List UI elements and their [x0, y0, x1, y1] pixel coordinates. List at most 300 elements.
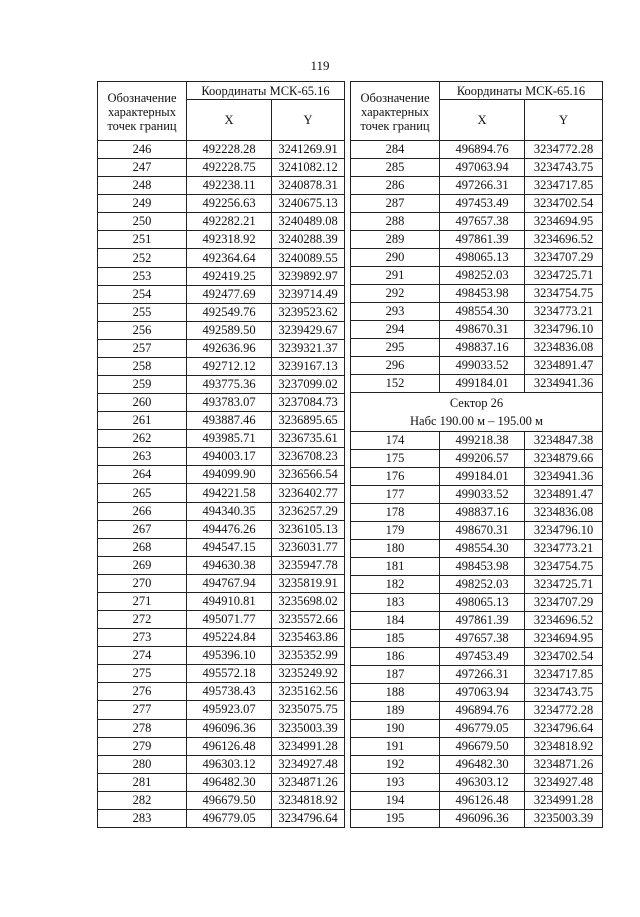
y-coordinate-cell: 3235352.99 — [272, 647, 345, 665]
y-coordinate-cell: 3237099.02 — [272, 376, 345, 394]
y-coordinate-cell: 3234818.92 — [525, 738, 603, 756]
point-id-cell: 182 — [351, 576, 440, 594]
point-id-cell: 268 — [98, 538, 187, 556]
x-coordinate-cell: 496679.50 — [440, 738, 525, 756]
table-row — [351, 213, 603, 231]
y-coordinate-cell: 3235003.39 — [272, 719, 345, 737]
table-row — [98, 303, 345, 321]
y-coordinate-cell: 3234796.10 — [525, 321, 603, 339]
table-row — [351, 612, 603, 630]
table-row — [98, 629, 345, 647]
table-row — [351, 504, 603, 522]
y-coordinate-cell: 3237084.73 — [272, 394, 345, 412]
table-row — [98, 484, 345, 502]
x-coordinate-cell: 494767.94 — [187, 574, 272, 592]
x-coordinate-cell: 497266.31 — [440, 666, 525, 684]
x-coordinate-cell: 494547.15 — [187, 538, 272, 556]
y-coordinate-cell: 3236257.29 — [272, 502, 345, 520]
y-coordinate-cell: 3234871.26 — [525, 756, 603, 774]
point-id-cell: 282 — [98, 791, 187, 809]
x-coordinate-cell: 495738.43 — [187, 683, 272, 701]
y-coordinate-cell: 3234702.54 — [525, 195, 603, 213]
right-table-body-top — [351, 141, 603, 393]
point-id-cell: 152 — [351, 375, 440, 393]
table-row — [351, 285, 603, 303]
point-id-cell: 281 — [98, 773, 187, 791]
table-row — [98, 683, 345, 701]
point-id-cell: 279 — [98, 737, 187, 755]
point-id-cell: 189 — [351, 702, 440, 720]
table-row — [351, 450, 603, 468]
x-coordinate-cell: 496779.05 — [187, 809, 272, 827]
point-id-cell: 195 — [351, 810, 440, 828]
y-coordinate-cell: 3240675.13 — [272, 195, 345, 213]
table-row — [351, 738, 603, 756]
y-coordinate-cell: 3239892.97 — [272, 267, 345, 285]
x-coordinate-cell: 495572.18 — [187, 665, 272, 683]
left-coordinates-table — [97, 81, 345, 828]
point-id-cell: 287 — [351, 195, 440, 213]
y-coordinate-cell: 3234941.36 — [525, 375, 603, 393]
y-coordinate-cell: 3234879.66 — [525, 450, 603, 468]
y-coordinate-cell: 3235162.56 — [272, 683, 345, 701]
point-id-cell: 248 — [98, 177, 187, 195]
y-header: Y — [272, 100, 345, 141]
designation-header — [98, 82, 187, 141]
x-coordinate-cell: 498252.03 — [440, 576, 525, 594]
right-table-body-bottom — [351, 432, 603, 828]
x-coordinate-cell: 496482.30 — [440, 756, 525, 774]
point-id-cell: 285 — [351, 159, 440, 177]
table-row — [351, 594, 603, 612]
sector-cell — [351, 393, 603, 432]
x-coordinate-cell: 493985.71 — [187, 430, 272, 448]
sector-section — [351, 393, 603, 432]
point-id-cell: 278 — [98, 719, 187, 737]
x-coordinate-cell: 493775.36 — [187, 376, 272, 394]
y-coordinate-cell: 3235947.78 — [272, 556, 345, 574]
point-id-cell: 280 — [98, 755, 187, 773]
y-coordinate-cell: 3234754.75 — [525, 558, 603, 576]
x-coordinate-cell: 495224.84 — [187, 629, 272, 647]
x-coordinate-cell: 498252.03 — [440, 267, 525, 285]
point-id-cell: 288 — [351, 213, 440, 231]
sector-row — [351, 393, 603, 432]
point-id-cell: 275 — [98, 665, 187, 683]
point-id-cell: 188 — [351, 684, 440, 702]
y-coordinate-cell: 3236402.77 — [272, 484, 345, 502]
point-id-cell: 266 — [98, 502, 187, 520]
y-coordinate-cell: 3234696.52 — [525, 231, 603, 249]
point-id-cell: 260 — [98, 394, 187, 412]
y-coordinate-cell: 3235572.66 — [272, 611, 345, 629]
table-row — [98, 538, 345, 556]
y-coordinate-cell: 3234891.47 — [525, 486, 603, 504]
x-coordinate-cell: 493887.46 — [187, 412, 272, 430]
table-row — [351, 357, 603, 375]
y-coordinate-cell: 3235003.39 — [525, 810, 603, 828]
point-id-cell: 187 — [351, 666, 440, 684]
table-row — [98, 394, 345, 412]
x-coordinate-cell: 493783.07 — [187, 394, 272, 412]
table-row — [351, 666, 603, 684]
y-coordinate-cell: 3239321.37 — [272, 339, 345, 357]
point-id-cell: 180 — [351, 540, 440, 558]
y-coordinate-cell: 3236566.54 — [272, 466, 345, 484]
table-row — [351, 468, 603, 486]
point-id-cell: 190 — [351, 720, 440, 738]
point-id-cell: 247 — [98, 159, 187, 177]
table-row — [351, 576, 603, 594]
table-row — [98, 159, 345, 177]
y-coordinate-cell: 3234871.26 — [272, 773, 345, 791]
table-row — [351, 702, 603, 720]
x-coordinate-cell: 496894.76 — [440, 702, 525, 720]
x-coordinate-cell: 492712.12 — [187, 357, 272, 375]
x-coordinate-cell: 494630.38 — [187, 556, 272, 574]
table-row — [98, 195, 345, 213]
point-id-cell: 286 — [351, 177, 440, 195]
x-coordinate-cell: 494910.81 — [187, 592, 272, 610]
designation-line: точек границ — [360, 119, 430, 133]
y-coordinate-cell: 3235249.92 — [272, 665, 345, 683]
table-row — [351, 684, 603, 702]
table-row — [98, 430, 345, 448]
x-coordinate-cell: 499184.01 — [440, 468, 525, 486]
y-coordinate-cell: 3236708.23 — [272, 448, 345, 466]
table-row — [351, 792, 603, 810]
table-row — [98, 285, 345, 303]
point-id-cell: 283 — [98, 809, 187, 827]
point-id-cell: 178 — [351, 504, 440, 522]
sector-title: Сектор 26 — [449, 396, 504, 410]
x-coordinate-cell: 496482.30 — [187, 773, 272, 791]
point-id-cell: 263 — [98, 448, 187, 466]
table-row — [351, 159, 603, 177]
table-row — [351, 558, 603, 576]
table-row — [98, 556, 345, 574]
x-header: X — [440, 100, 525, 141]
point-id-cell: 177 — [351, 486, 440, 504]
x-coordinate-cell: 498670.31 — [440, 321, 525, 339]
y-coordinate-cell: 3234941.36 — [525, 468, 603, 486]
x-coordinate-cell: 494221.58 — [187, 484, 272, 502]
point-id-cell: 292 — [351, 285, 440, 303]
y-coordinate-cell: 3234818.92 — [272, 791, 345, 809]
y-coordinate-cell: 3234717.85 — [525, 177, 603, 195]
table-row — [98, 339, 345, 357]
y-coordinate-cell: 3234743.75 — [525, 684, 603, 702]
table-row — [98, 321, 345, 339]
y-coordinate-cell: 3234772.28 — [525, 702, 603, 720]
table-row — [98, 809, 345, 827]
table-row — [351, 630, 603, 648]
y-coordinate-cell: 3239523.62 — [272, 303, 345, 321]
point-id-cell: 276 — [98, 683, 187, 701]
table-row — [351, 321, 603, 339]
point-id-cell: 255 — [98, 303, 187, 321]
x-coordinate-cell: 498065.13 — [440, 594, 525, 612]
designation-line: Обозначение — [107, 91, 177, 105]
x-coordinate-cell: 497657.38 — [440, 630, 525, 648]
y-coordinate-cell: 3234891.47 — [525, 357, 603, 375]
y-coordinate-cell: 3236105.13 — [272, 520, 345, 538]
x-coordinate-cell: 495923.07 — [187, 701, 272, 719]
y-coordinate-cell: 3234725.71 — [525, 267, 603, 285]
x-coordinate-cell: 496679.50 — [187, 791, 272, 809]
table-row — [351, 375, 603, 393]
table-row — [98, 231, 345, 249]
x-coordinate-cell: 499033.52 — [440, 357, 525, 375]
y-coordinate-cell: 3234773.21 — [525, 540, 603, 558]
y-coordinate-cell: 3240489.08 — [272, 213, 345, 231]
point-id-cell: 193 — [351, 774, 440, 792]
y-coordinate-cell: 3234707.29 — [525, 249, 603, 267]
y-coordinate-cell: 3234772.28 — [525, 141, 603, 159]
x-coordinate-cell: 497861.39 — [440, 612, 525, 630]
point-id-cell: 272 — [98, 611, 187, 629]
table-row — [98, 448, 345, 466]
y-coordinate-cell: 3234694.95 — [525, 213, 603, 231]
y-coordinate-cell: 3235819.91 — [272, 574, 345, 592]
point-id-cell: 294 — [351, 321, 440, 339]
coordinates-tables — [97, 81, 603, 828]
table-row — [351, 195, 603, 213]
point-id-cell: 273 — [98, 629, 187, 647]
table-row — [351, 303, 603, 321]
point-id-cell: 256 — [98, 321, 187, 339]
y-header: Y — [525, 100, 603, 141]
x-coordinate-cell: 492364.64 — [187, 249, 272, 267]
y-coordinate-cell: 3241082.12 — [272, 159, 345, 177]
y-coordinate-cell: 3241269.91 — [272, 141, 345, 159]
point-id-cell: 291 — [351, 267, 440, 285]
y-coordinate-cell: 3234725.71 — [525, 576, 603, 594]
designation-header — [351, 82, 440, 141]
x-coordinate-cell: 492477.69 — [187, 285, 272, 303]
table-row — [98, 611, 345, 629]
table-row — [98, 466, 345, 484]
point-id-cell: 174 — [351, 432, 440, 450]
point-id-cell: 262 — [98, 430, 187, 448]
x-coordinate-cell: 497063.94 — [440, 684, 525, 702]
point-id-cell: 250 — [98, 213, 187, 231]
x-coordinate-cell: 499218.38 — [440, 432, 525, 450]
x-coordinate-cell: 497063.94 — [440, 159, 525, 177]
x-coordinate-cell: 496894.76 — [440, 141, 525, 159]
y-coordinate-cell: 3236895.65 — [272, 412, 345, 430]
right-coordinates-table — [350, 81, 603, 828]
point-id-cell: 269 — [98, 556, 187, 574]
y-coordinate-cell: 3234796.10 — [525, 522, 603, 540]
y-coordinate-cell: 3239714.49 — [272, 285, 345, 303]
y-coordinate-cell: 3234694.95 — [525, 630, 603, 648]
table-row — [98, 647, 345, 665]
x-coordinate-cell: 496303.12 — [440, 774, 525, 792]
point-id-cell: 271 — [98, 592, 187, 610]
point-id-cell: 252 — [98, 249, 187, 267]
designation-line: характерных — [361, 105, 429, 119]
y-coordinate-cell: 3234836.08 — [525, 339, 603, 357]
table-row — [351, 177, 603, 195]
point-id-cell: 254 — [98, 285, 187, 303]
x-coordinate-cell: 497453.49 — [440, 195, 525, 213]
point-id-cell: 284 — [351, 141, 440, 159]
x-coordinate-cell: 492238.11 — [187, 177, 272, 195]
table-row — [98, 520, 345, 538]
point-id-cell: 289 — [351, 231, 440, 249]
table-row — [98, 574, 345, 592]
x-coordinate-cell: 497266.31 — [440, 177, 525, 195]
table-row — [98, 773, 345, 791]
table-row — [98, 357, 345, 375]
x-coordinate-cell: 492636.96 — [187, 339, 272, 357]
x-coordinate-cell: 498065.13 — [440, 249, 525, 267]
table-row — [98, 755, 345, 773]
x-coordinate-cell: 492228.28 — [187, 141, 272, 159]
x-coordinate-cell: 495071.77 — [187, 611, 272, 629]
point-id-cell: 194 — [351, 792, 440, 810]
y-coordinate-cell: 3236735.61 — [272, 430, 345, 448]
table-row — [351, 249, 603, 267]
x-coordinate-cell: 496096.36 — [440, 810, 525, 828]
table-row — [351, 810, 603, 828]
coords-header: Координаты МСК-65.16 — [187, 82, 345, 100]
x-header: X — [187, 100, 272, 141]
y-coordinate-cell: 3235698.02 — [272, 592, 345, 610]
x-coordinate-cell: 498670.31 — [440, 522, 525, 540]
y-coordinate-cell: 3236031.77 — [272, 538, 345, 556]
y-coordinate-cell: 3234847.38 — [525, 432, 603, 450]
point-id-cell: 246 — [98, 141, 187, 159]
point-id-cell: 296 — [351, 357, 440, 375]
table-row — [351, 720, 603, 738]
y-coordinate-cell: 3234991.28 — [272, 737, 345, 755]
point-id-cell: 251 — [98, 231, 187, 249]
x-coordinate-cell: 492419.25 — [187, 267, 272, 285]
x-coordinate-cell: 497657.38 — [440, 213, 525, 231]
x-coordinate-cell: 494476.26 — [187, 520, 272, 538]
x-coordinate-cell: 492318.92 — [187, 231, 272, 249]
table-row — [98, 701, 345, 719]
x-coordinate-cell: 498554.30 — [440, 303, 525, 321]
x-coordinate-cell: 494340.35 — [187, 502, 272, 520]
left-table-body — [98, 141, 345, 828]
table-row — [98, 791, 345, 809]
y-coordinate-cell: 3234702.54 — [525, 648, 603, 666]
y-coordinate-cell: 3234696.52 — [525, 612, 603, 630]
y-coordinate-cell: 3240878.31 — [272, 177, 345, 195]
table-row — [351, 141, 603, 159]
point-id-cell: 258 — [98, 357, 187, 375]
point-id-cell: 293 — [351, 303, 440, 321]
table-row — [98, 249, 345, 267]
y-coordinate-cell: 3235463.86 — [272, 629, 345, 647]
x-coordinate-cell: 494003.17 — [187, 448, 272, 466]
table-row — [98, 177, 345, 195]
x-coordinate-cell: 498554.30 — [440, 540, 525, 558]
point-id-cell: 249 — [98, 195, 187, 213]
table-row — [351, 756, 603, 774]
point-id-cell: 259 — [98, 376, 187, 394]
table-row — [98, 213, 345, 231]
table-row — [98, 502, 345, 520]
designation-line: Обозначение — [360, 91, 430, 105]
point-id-cell: 274 — [98, 647, 187, 665]
table-row — [98, 737, 345, 755]
point-id-cell: 267 — [98, 520, 187, 538]
page-number: 119 — [310, 58, 330, 73]
table-row — [98, 141, 345, 159]
point-id-cell: 265 — [98, 484, 187, 502]
point-id-cell: 184 — [351, 612, 440, 630]
y-coordinate-cell: 3234796.64 — [272, 809, 345, 827]
designation-line: характерных — [108, 105, 176, 119]
designation-line: точек границ — [107, 119, 177, 133]
y-coordinate-cell: 3240089.55 — [272, 249, 345, 267]
point-id-cell: 186 — [351, 648, 440, 666]
x-coordinate-cell: 497861.39 — [440, 231, 525, 249]
x-coordinate-cell: 496096.36 — [187, 719, 272, 737]
point-id-cell: 179 — [351, 522, 440, 540]
x-coordinate-cell: 496126.48 — [187, 737, 272, 755]
y-coordinate-cell: 3234927.48 — [525, 774, 603, 792]
x-coordinate-cell: 492589.50 — [187, 321, 272, 339]
x-coordinate-cell: 492228.75 — [187, 159, 272, 177]
x-coordinate-cell: 496779.05 — [440, 720, 525, 738]
x-coordinate-cell: 498837.16 — [440, 504, 525, 522]
point-id-cell: 295 — [351, 339, 440, 357]
point-id-cell: 191 — [351, 738, 440, 756]
point-id-cell: 290 — [351, 249, 440, 267]
y-coordinate-cell: 3234754.75 — [525, 285, 603, 303]
y-coordinate-cell: 3234927.48 — [272, 755, 345, 773]
table-row — [98, 592, 345, 610]
x-coordinate-cell: 492282.21 — [187, 213, 272, 231]
point-id-cell: 270 — [98, 574, 187, 592]
y-coordinate-cell: 3234796.64 — [525, 720, 603, 738]
table-row — [98, 267, 345, 285]
x-coordinate-cell: 497453.49 — [440, 648, 525, 666]
y-coordinate-cell: 3234773.21 — [525, 303, 603, 321]
y-coordinate-cell: 3240288.39 — [272, 231, 345, 249]
coords-header: Координаты МСК-65.16 — [440, 82, 603, 100]
y-coordinate-cell: 3234836.08 — [525, 504, 603, 522]
point-id-cell: 192 — [351, 756, 440, 774]
x-coordinate-cell: 499033.52 — [440, 486, 525, 504]
table-row — [351, 774, 603, 792]
x-coordinate-cell: 498837.16 — [440, 339, 525, 357]
point-id-cell: 264 — [98, 466, 187, 484]
y-coordinate-cell: 3234743.75 — [525, 159, 603, 177]
table-row — [351, 648, 603, 666]
x-coordinate-cell: 499206.57 — [440, 450, 525, 468]
point-id-cell: 176 — [351, 468, 440, 486]
x-coordinate-cell: 494099.90 — [187, 466, 272, 484]
table-row — [351, 267, 603, 285]
table-row — [351, 540, 603, 558]
point-id-cell: 277 — [98, 701, 187, 719]
y-coordinate-cell: 3234707.29 — [525, 594, 603, 612]
x-coordinate-cell: 496303.12 — [187, 755, 272, 773]
y-coordinate-cell: 3234717.85 — [525, 666, 603, 684]
table-row — [98, 719, 345, 737]
table-row — [351, 432, 603, 450]
point-id-cell: 181 — [351, 558, 440, 576]
table-row — [351, 486, 603, 504]
table-row — [351, 339, 603, 357]
point-id-cell: 261 — [98, 412, 187, 430]
